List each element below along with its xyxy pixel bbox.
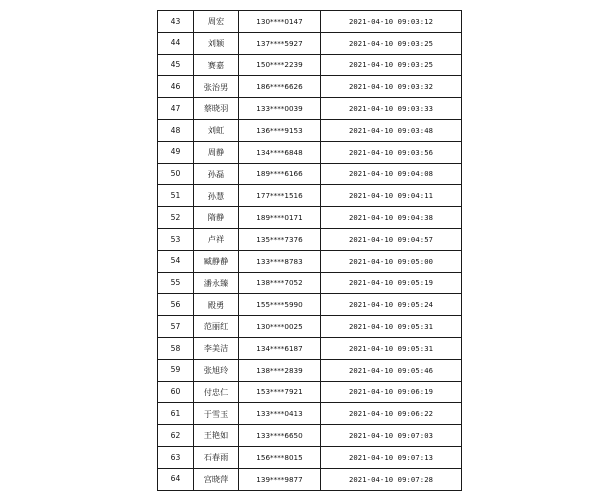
timestamp-cell: 2021-04-10 09:07:03 <box>321 425 462 447</box>
records-table <box>157 10 462 491</box>
name-cell: 赛嘉 <box>194 54 239 76</box>
phone-cell: 130****0025 <box>239 316 321 338</box>
timestamp-cell: 2021-04-10 09:04:57 <box>321 228 462 250</box>
phone-cell: 133****0413 <box>239 403 321 425</box>
name-cell: 张旭玲 <box>194 359 239 381</box>
phone-cell: 130****0147 <box>239 11 321 33</box>
row-number-cell: 62 <box>158 425 194 447</box>
timestamp-cell: 2021-04-10 09:05:24 <box>321 294 462 316</box>
phone-cell: 133****6650 <box>239 425 321 447</box>
timestamp-cell: 2021-04-10 09:05:19 <box>321 272 462 294</box>
row-number-cell: 51 <box>158 185 194 207</box>
phone-cell: 138****7052 <box>239 272 321 294</box>
timestamp-cell: 2021-04-10 09:03:12 <box>321 11 462 33</box>
phone-cell: 138****2839 <box>239 359 321 381</box>
timestamp-cell: 2021-04-10 09:04:38 <box>321 207 462 229</box>
row-number-cell: 48 <box>158 119 194 141</box>
row-number-cell: 63 <box>158 446 194 468</box>
phone-cell: 155****5990 <box>239 294 321 316</box>
timestamp-cell: 2021-04-10 09:03:33 <box>321 98 462 120</box>
table-row <box>158 403 462 425</box>
name-cell: 潘永臻 <box>194 272 239 294</box>
phone-cell: 189****6166 <box>239 163 321 185</box>
table-row <box>158 54 462 76</box>
row-number-cell: 44 <box>158 32 194 54</box>
phone-cell: 137****5927 <box>239 32 321 54</box>
name-cell: 宫晓萍 <box>194 468 239 490</box>
row-number-cell: 59 <box>158 359 194 381</box>
table-row <box>158 141 462 163</box>
phone-cell: 135****7376 <box>239 228 321 250</box>
timestamp-cell: 2021-04-10 09:07:13 <box>321 446 462 468</box>
table-row <box>158 272 462 294</box>
name-cell: 于雪玉 <box>194 403 239 425</box>
phone-cell: 156****8015 <box>239 446 321 468</box>
name-cell: 孙磊 <box>194 163 239 185</box>
name-cell: 石春雨 <box>194 446 239 468</box>
timestamp-cell: 2021-04-10 09:06:22 <box>321 403 462 425</box>
timestamp-cell: 2021-04-10 09:06:19 <box>321 381 462 403</box>
row-number-cell: 45 <box>158 54 194 76</box>
name-cell: 刘虹 <box>194 119 239 141</box>
row-number-cell: 61 <box>158 403 194 425</box>
phone-cell: 134****6187 <box>239 337 321 359</box>
timestamp-cell: 2021-04-10 09:03:56 <box>321 141 462 163</box>
timestamp-cell: 2021-04-10 09:04:08 <box>321 163 462 185</box>
table-row <box>158 316 462 338</box>
phone-cell: 189****0171 <box>239 207 321 229</box>
timestamp-cell: 2021-04-10 09:03:48 <box>321 119 462 141</box>
table-row <box>158 228 462 250</box>
row-number-cell: 60 <box>158 381 194 403</box>
row-number-cell: 46 <box>158 76 194 98</box>
name-cell: 殿勇 <box>194 294 239 316</box>
timestamp-cell: 2021-04-10 09:03:32 <box>321 76 462 98</box>
table-row <box>158 446 462 468</box>
row-number-cell: 55 <box>158 272 194 294</box>
name-cell: 孙慧 <box>194 185 239 207</box>
phone-cell: 139****9877 <box>239 468 321 490</box>
name-cell: 李美洁 <box>194 337 239 359</box>
name-cell: 刘颖 <box>194 32 239 54</box>
row-number-cell: 54 <box>158 250 194 272</box>
name-cell: 臧静静 <box>194 250 239 272</box>
timestamp-cell: 2021-04-10 09:03:25 <box>321 54 462 76</box>
table-row <box>158 207 462 229</box>
phone-cell: 133****8783 <box>239 250 321 272</box>
row-number-cell: 56 <box>158 294 194 316</box>
table-row <box>158 294 462 316</box>
timestamp-cell: 2021-04-10 09:05:31 <box>321 316 462 338</box>
phone-cell: 150****2239 <box>239 54 321 76</box>
phone-cell: 133****0039 <box>239 98 321 120</box>
row-number-cell: 47 <box>158 98 194 120</box>
table-row <box>158 163 462 185</box>
table-row <box>158 32 462 54</box>
timestamp-cell: 2021-04-10 09:03:25 <box>321 32 462 54</box>
name-cell: 王艳如 <box>194 425 239 447</box>
timestamp-cell: 2021-04-10 09:04:11 <box>321 185 462 207</box>
table-row <box>158 381 462 403</box>
phone-cell: 186****6626 <box>239 76 321 98</box>
name-cell: 蔡晓羽 <box>194 98 239 120</box>
table-row <box>158 119 462 141</box>
phone-cell: 134****6848 <box>239 141 321 163</box>
name-cell: 隋静 <box>194 207 239 229</box>
table-row <box>158 98 462 120</box>
name-cell: 付忠仁 <box>194 381 239 403</box>
row-number-cell: 53 <box>158 228 194 250</box>
phone-cell: 136****9153 <box>239 119 321 141</box>
table-row <box>158 250 462 272</box>
table-row <box>158 185 462 207</box>
row-number-cell: 43 <box>158 11 194 33</box>
row-number-cell: 49 <box>158 141 194 163</box>
name-cell: 周宏 <box>194 11 239 33</box>
row-number-cell: 52 <box>158 207 194 229</box>
table-row <box>158 359 462 381</box>
document-page <box>157 10 461 491</box>
phone-cell: 153****7921 <box>239 381 321 403</box>
table-row <box>158 76 462 98</box>
table-row <box>158 11 462 33</box>
phone-cell: 177****1516 <box>239 185 321 207</box>
table-row <box>158 468 462 490</box>
row-number-cell: 57 <box>158 316 194 338</box>
name-cell: 周静 <box>194 141 239 163</box>
timestamp-cell: 2021-04-10 09:05:31 <box>321 337 462 359</box>
row-number-cell: 58 <box>158 337 194 359</box>
timestamp-cell: 2021-04-10 09:05:46 <box>321 359 462 381</box>
name-cell: 范丽红 <box>194 316 239 338</box>
row-number-cell: 50 <box>158 163 194 185</box>
table-row <box>158 337 462 359</box>
table-row <box>158 425 462 447</box>
row-number-cell: 64 <box>158 468 194 490</box>
timestamp-cell: 2021-04-10 09:05:00 <box>321 250 462 272</box>
timestamp-cell: 2021-04-10 09:07:28 <box>321 468 462 490</box>
name-cell: 张治男 <box>194 76 239 98</box>
records-table-body <box>158 11 462 491</box>
name-cell: 卢祥 <box>194 228 239 250</box>
